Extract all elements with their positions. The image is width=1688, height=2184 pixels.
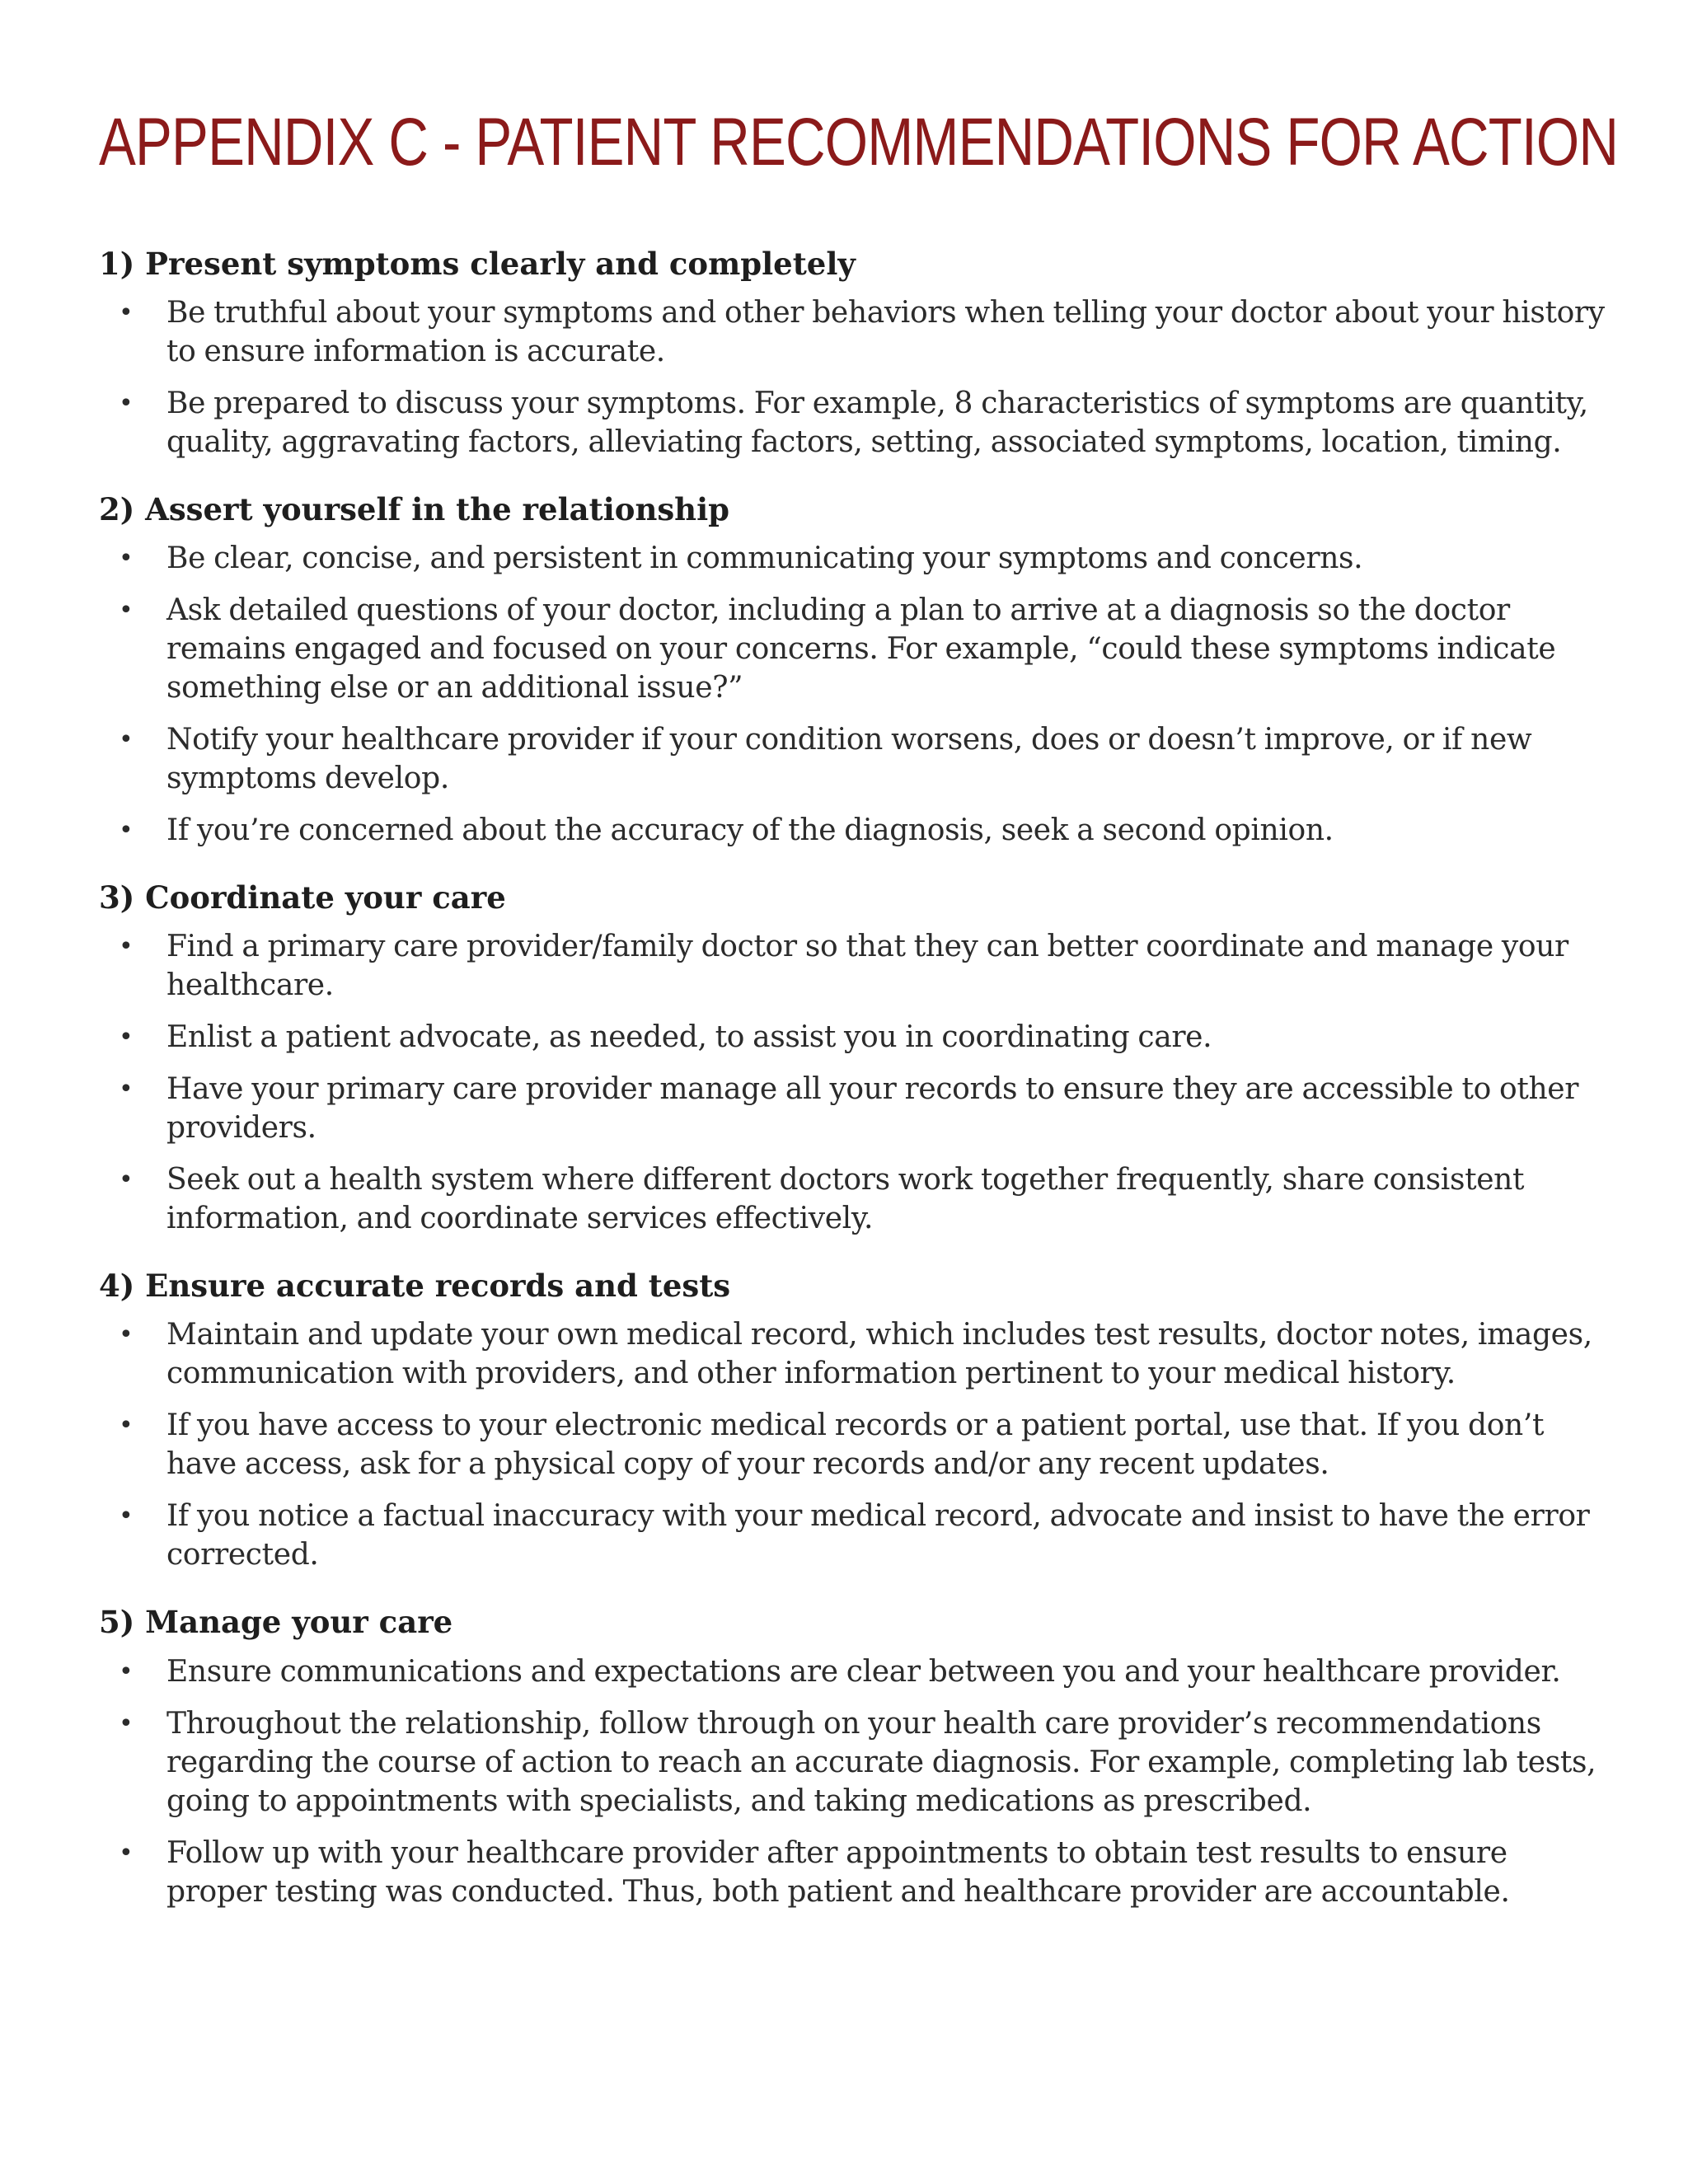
list-item-text: Be clear, concise, and persistent in communicating your symptoms and concerns. — [166, 541, 1363, 576]
bullet-icon: • — [119, 298, 134, 328]
bullet-icon: • — [119, 1502, 134, 1531]
bullet-icon: • — [119, 389, 134, 419]
bullet-icon: • — [119, 1411, 134, 1441]
list-item — [99, 1497, 1606, 1574]
list-item — [99, 1652, 1606, 1691]
list-item-text: Ask detailed questions of your doctor, including a plan to arrive at a diagnosis so the doctor remains engaged and focused on your concerns. For example, “could these symptoms indicate something else or an additional issue?” — [166, 593, 1556, 705]
list-item — [99, 1070, 1606, 1147]
list-item — [99, 1834, 1606, 1911]
list-item — [99, 811, 1606, 850]
list-item-text: Notify your healthcare provider if your condition worsens, does or doesn’t improve, or if new symptoms develop. — [166, 723, 1532, 796]
list-item — [99, 1160, 1606, 1238]
bullet-list — [99, 927, 1606, 1238]
list-item — [99, 1704, 1606, 1821]
list-item — [99, 720, 1606, 798]
list-item-text: Find a primary care provider/family doctor so that they can better coordinate and manage your healthcare. — [166, 930, 1568, 1003]
list-item-text: If you’re concerned about the accuracy of the diagnosis, seek a second opinion. — [166, 813, 1334, 848]
list-item — [99, 1018, 1606, 1057]
bullet-icon: • — [119, 596, 134, 626]
bullet-icon: • — [119, 1165, 134, 1195]
section-heading: 3) Coordinate your care — [99, 879, 506, 916]
list-item-text: Enlist a patient advocate, as needed, to assist you in coordinating care. — [166, 1020, 1212, 1055]
bullet-list — [99, 293, 1606, 462]
list-item-text: If you notice a factual inaccuracy with your medical record, advocate and insist to have the error corrected. — [166, 1499, 1590, 1572]
bullet-list — [99, 1652, 1606, 1911]
list-item — [99, 927, 1606, 1005]
bullet-list — [99, 539, 1606, 850]
section-accurate-records — [99, 1266, 1606, 1574]
section-heading: 4) Ensure accurate records and tests — [99, 1268, 731, 1305]
bullet-icon: • — [119, 816, 134, 846]
bullet-list — [99, 1315, 1606, 1574]
list-item — [99, 384, 1606, 462]
bullet-icon: • — [119, 1657, 134, 1686]
bullet-icon: • — [119, 1023, 134, 1052]
list-item-text: If you have access to your electronic medical records or a patient portal, use that. If you don’t have access, ask for a physical copy of your records and/or any recent updates. — [166, 1408, 1545, 1482]
list-item — [99, 539, 1606, 578]
section-assert-yourself — [99, 490, 1606, 850]
list-item — [99, 1315, 1606, 1393]
list-item — [99, 293, 1606, 371]
section-heading: 2) Assert yourself in the relationship — [99, 491, 730, 528]
bullet-icon: • — [119, 1708, 134, 1738]
bullet-icon: • — [119, 1838, 134, 1868]
list-item-text: Follow up with your healthcare provider after appointments to obtain test results to ensure proper testing was conducted. Thus, both patient and healthcare provider are accountable. — [166, 1835, 1510, 1909]
bullet-icon: • — [119, 725, 134, 755]
section-heading: 1) Present symptoms clearly and completely — [99, 246, 856, 283]
list-item-text: Have your primary care provider manage all your records to ensure they are accessible to other providers. — [166, 1072, 1579, 1146]
bullet-icon: • — [119, 1075, 134, 1104]
page-title: APPENDIX C - PATIENT RECOMMENDATIONS FOR ACTION — [99, 105, 1619, 180]
list-item-text: Maintain and update your own medical record, which includes test results, doctor notes, images, communication with providers, and other information pertinent to your medical history. — [166, 1318, 1592, 1391]
list-item-text: Be prepared to discuss your symptoms. For example, 8 characteristics of symptoms are quantity, quality, aggravating factors, alleviating factors, setting, associated symptoms, location, timing. — [166, 387, 1588, 460]
list-item — [99, 1406, 1606, 1483]
section-present-symptoms — [99, 244, 1606, 462]
bullet-icon: • — [119, 932, 134, 962]
list-item-text: Ensure communications and expectations are clear between you and your healthcare provider. — [166, 1654, 1561, 1689]
list-item — [99, 591, 1606, 707]
list-item-text: Throughout the relationship, follow through on your health care provider’s recommendations regarding the course of action to reach an accurate diagnosis. For example, completing lab tests, going to appointments with specialists, and taking medications as prescribed. — [166, 1706, 1597, 1818]
bullet-icon: • — [119, 544, 134, 574]
bullet-icon: • — [119, 1320, 134, 1350]
section-manage-care — [99, 1602, 1606, 1910]
list-item-text: Be truthful about your symptoms and other behaviors when telling your doctor about your history to ensure information is accurate. — [166, 296, 1605, 369]
section-heading: 5) Manage your care — [99, 1604, 453, 1641]
list-item-text: Seek out a health system where different doctors work together frequently, share consistent information, and coordinate services effectively. — [166, 1163, 1525, 1236]
section-coordinate-care — [99, 878, 1606, 1238]
